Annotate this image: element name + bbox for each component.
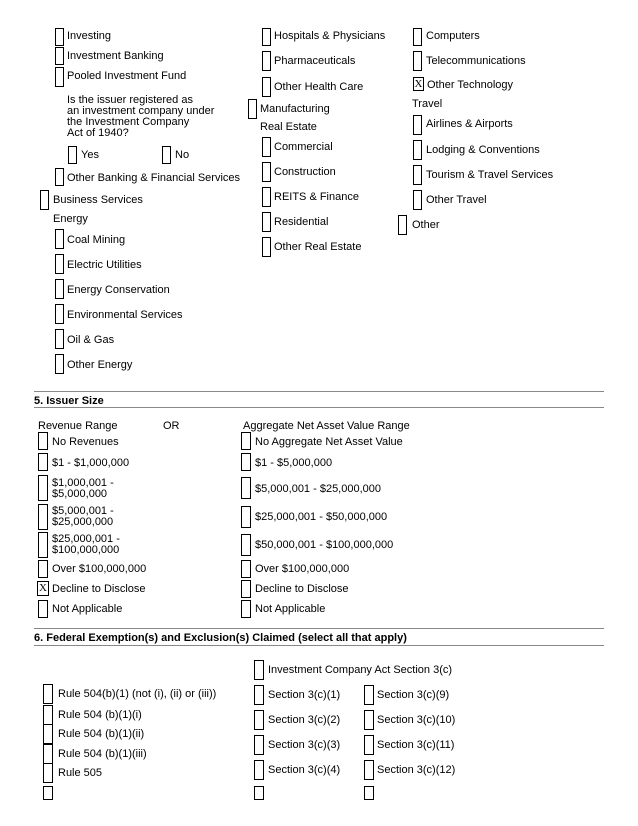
nav-over-100m-checkbox[interactable] [241,560,251,578]
lodging-checkbox[interactable] [413,140,422,160]
revenue-25m-checkbox[interactable] [38,504,48,530]
other-health-checkbox[interactable] [262,77,271,97]
section-3c11-checkbox[interactable] [364,735,374,755]
revenue-1m-checkbox[interactable] [38,453,48,471]
other-real-estate-label: Other Real Estate [274,241,362,253]
revenue-na-label: Not Applicable [52,603,123,615]
pharmaceuticals-label: Pharmaceuticals [274,55,356,67]
electric-utilities-label: Electric Utilities [67,259,142,271]
oil-gas-checkbox[interactable] [55,329,64,349]
revenue-over-100m-checkbox[interactable] [38,560,48,578]
yes-checkbox[interactable] [68,146,77,164]
revenue-decline-label: Decline to Disclose [52,583,146,595]
other-real-estate-checkbox[interactable] [262,237,271,257]
rule-504b1iii-checkbox[interactable] [43,744,53,764]
nav-na-label: Not Applicable [255,603,326,615]
revenue-over-100m-label: Over $100,000,000 [52,563,147,575]
section-3c3-label: Section 3(c)(3) [268,739,341,751]
other-industry-label: Other [412,219,440,231]
section-3c1-label: Section 3(c)(1) [268,689,341,701]
reits-label: REITS & Finance [274,191,359,203]
section-3c12-label: Section 3(c)(12) [377,764,456,776]
revenue-5m-checkbox[interactable] [38,475,48,501]
section-3c9-checkbox[interactable] [364,685,374,705]
section-3c3-checkbox[interactable] [254,735,264,755]
no-label: No [175,149,190,161]
manufacturing-checkbox[interactable] [248,99,257,119]
nav-over-100m-label: Over $100,000,000 [255,563,350,575]
rule-505-checkbox[interactable] [43,763,53,783]
nav-decline-checkbox[interactable] [241,580,251,598]
ica-section-3c-checkbox[interactable] [254,660,264,680]
airlines-label: Airlines & Airports [426,118,513,130]
nav-decline-label: Decline to Disclose [255,583,349,595]
nav-25m-label: $5,000,001 - $25,000,000 [255,483,382,495]
other-energy-checkbox[interactable] [55,354,64,374]
coal-mining-label: Coal Mining [67,234,126,246]
section-3c10-checkbox[interactable] [364,710,374,730]
section5-top-rule [34,391,604,392]
rule-504b1i-label: Rule 504 (b)(1)(i) [58,709,142,721]
registered-question-line2: an investment company under [67,105,215,117]
construction-checkbox[interactable] [262,162,271,182]
tourism-checkbox[interactable] [413,165,422,185]
airlines-checkbox[interactable] [413,115,422,135]
investing-checkbox[interactable] [55,28,64,46]
manufacturing-label: Manufacturing [260,103,330,115]
hospitals-label: Hospitals & Physicians [274,30,386,42]
nav-5m-label: $1 - $5,000,000 [255,457,333,469]
commercial-checkbox[interactable] [262,137,271,157]
section6-top-rule [34,628,604,629]
telecommunications-label: Telecommunications [426,55,526,67]
section6-title: 6. Federal Exemption(s) and Exclusion(s) Claimed (select all that apply) [34,632,407,644]
travel-heading: Travel [412,98,443,110]
section-3c11-label: Section 3(c)(11) [377,739,455,751]
telecommunications-checkbox[interactable] [413,51,422,71]
registered-question-line1: Is the issuer registered as [67,94,193,106]
revenue-100m-checkbox[interactable] [38,532,48,558]
section-3c10-label: Section 3(c)(10) [377,714,456,726]
tourism-label: Tourism & Travel Services [426,169,554,181]
nav-50m-label: $25,000,001 - $50,000,000 [255,511,388,523]
pooled-fund-checkbox[interactable] [55,67,64,87]
rule-505-label: Rule 505 [58,767,103,779]
section-3c5-checkbox[interactable] [254,786,264,800]
revenue-5m-label-line2: $5,000,000 [52,488,108,500]
energy-heading: Energy [53,213,88,225]
investing-label: Investing [67,30,112,42]
oil-gas-label: Oil & Gas [67,334,115,346]
revenue-100m-label-line1: $25,000,001 - [52,533,120,545]
other-banking-checkbox[interactable] [55,168,64,186]
environmental-services-checkbox[interactable] [55,304,64,324]
other-travel-checkbox[interactable] [413,190,422,210]
revenue-none-label: No Revenues [52,436,119,448]
energy-conservation-checkbox[interactable] [55,279,64,299]
revenue-25m-label-line2: $25,000,000 [52,516,114,528]
electric-utilities-checkbox[interactable] [55,254,64,274]
section-3c4-label: Section 3(c)(4) [268,764,341,776]
other-health-label: Other Health Care [274,81,364,93]
environmental-services-label: Environmental Services [67,309,183,321]
residential-checkbox[interactable] [262,212,271,232]
investment-banking-label: Investment Banking [67,50,164,62]
revenue-1m-label: $1 - $1,000,000 [52,457,130,469]
business-services-label: Business Services [53,194,143,206]
rule-next-checkbox[interactable] [43,786,53,800]
revenue-25m-label-line1: $5,000,001 - [52,505,114,517]
other-travel-label: Other Travel [426,194,487,206]
section6-bottom-rule [34,645,604,646]
nav-25m-checkbox[interactable] [241,477,251,499]
nav-100m-checkbox[interactable] [241,534,251,556]
other-technology-label: Other Technology [427,79,514,91]
other-technology-check-mark: X [414,78,423,90]
real-estate-heading: Real Estate [260,121,317,133]
section-3c2-label: Section 3(c)(2) [268,714,341,726]
business-services-checkbox[interactable] [40,190,49,210]
section-3c4-checkbox[interactable] [254,760,264,780]
coal-mining-checkbox[interactable] [55,229,64,249]
residential-label: Residential [274,216,329,228]
energy-conservation-label: Energy Conservation [67,284,170,296]
nav-5m-checkbox[interactable] [241,453,251,471]
revenue-5m-label-line1: $1,000,001 - [52,477,114,489]
nav-50m-checkbox[interactable] [241,506,251,528]
ica-section-3c-label: Investment Company Act Section 3(c) [268,664,453,676]
revenue-100m-label-line2: $100,000,000 [52,544,120,556]
revenue-decline-checkbox[interactable] [37,581,49,596]
nav-100m-label: $50,000,001 - $100,000,000 [255,539,394,551]
rule-504b1i-checkbox[interactable] [43,705,53,725]
pooled-fund-label: Pooled Investment Fund [67,70,187,82]
rule-504b1iii-label: Rule 504 (b)(1)(iii) [58,748,147,760]
revenue-na-checkbox[interactable] [38,600,48,618]
hospitals-checkbox[interactable] [262,28,271,46]
other-energy-label: Other Energy [67,359,133,371]
rule-504b1-checkbox[interactable] [43,684,53,704]
reits-checkbox[interactable] [262,187,271,207]
rule-504b1ii-label: Rule 504 (b)(1)(ii) [58,728,145,740]
revenue-range-heading: Revenue Range [38,420,118,432]
yes-label: Yes [81,149,99,161]
construction-label: Construction [274,166,336,178]
nav-range-heading: Aggregate Net Asset Value Range [243,420,410,432]
rule-504b1ii-checkbox[interactable] [43,724,53,744]
section-3c13-checkbox[interactable] [364,786,374,800]
section-3c1-checkbox[interactable] [254,685,264,705]
revenue-none-checkbox[interactable] [38,432,48,450]
investment-banking-checkbox[interactable] [55,47,64,65]
nav-none-checkbox[interactable] [241,432,251,450]
revenue-decline-check-mark: X [39,582,47,594]
registered-question-line3: the Investment Company [67,116,190,128]
section5-bottom-rule [34,407,604,408]
section-3c12-checkbox[interactable] [364,760,374,780]
pharmaceuticals-checkbox[interactable] [262,51,271,71]
section-3c9-label: Section 3(c)(9) [377,689,450,701]
commercial-label: Commercial [274,141,333,153]
no-checkbox[interactable] [162,146,171,164]
section5-title: 5. Issuer Size [34,395,104,407]
computers-label: Computers [426,30,480,42]
or-label: OR [163,420,180,432]
other-industry-checkbox[interactable] [398,215,407,235]
other-banking-label: Other Banking & Financial Services [67,172,241,184]
nav-none-label: No Aggregate Net Asset Value [255,436,403,448]
nav-na-checkbox[interactable] [241,600,251,618]
computers-checkbox[interactable] [413,28,422,46]
registered-question-line4: Act of 1940? [67,127,129,139]
rule-504b1-label: Rule 504(b)(1) (not (i), (ii) or (iii)) [58,688,217,700]
lodging-label: Lodging & Conventions [426,144,540,156]
other-technology-checkbox[interactable] [413,77,424,91]
section-3c2-checkbox[interactable] [254,710,264,730]
